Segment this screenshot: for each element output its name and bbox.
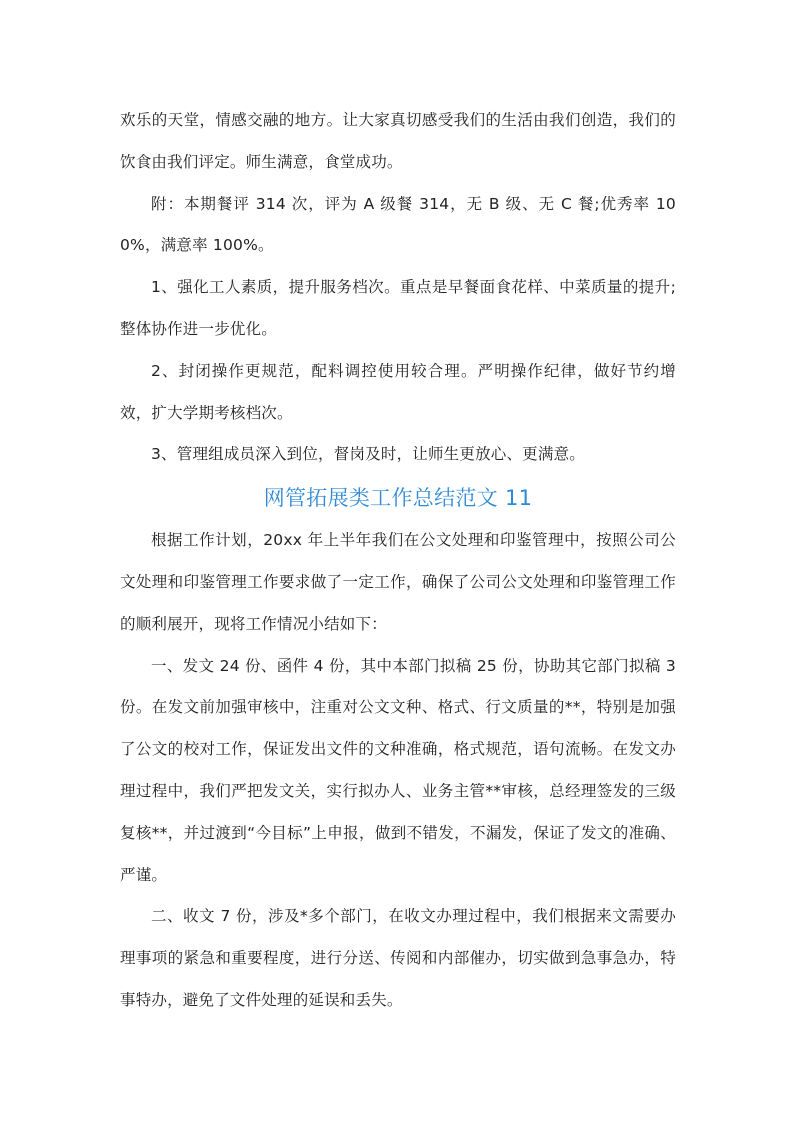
list-item-3: 3、管理组成员深入到位，督岗及时，让师生更放心、更满意。 [151,445,585,464]
point-1-paragraph: 一、发文 24 份、函件 4 份，其中本部门拟稿 25 份，协助其它部门拟稿 3 份。在发文前加强审核中，注重对公文文种、格式、行文质量的**，特别是加强了公文的校对工作，保证发出文件的文种准确，格式规范，语句流畅。在发文办理过程中，我们严把发文关，实行拟办人、业务主管**审核，总经理签发的三级复核**，并过渡到“今目标”上申报，做到不错发，不漏发，保证了发文的准确、严谨。 [120,656,676,884]
document-content [120,100,676,1022]
intro-paragraph: 欢乐的天堂，情感交融的地方。让大家真切感受我们的生活由我们创造，我们的饮食由我们评定。师生满意，食堂成功。 [120,111,676,171]
appendix-paragraph: 附：本期餐评 314 次，评为 A 级餐 314，无 B 级、无 C 餐;优秀率 100%，满意率 100%。 [120,194,676,255]
list-item-1: 1、强化工人素质，提升服务档次。重点是早餐面食花样、中菜质量的提升;整体协作进一步优化。 [120,278,676,338]
summary-intro-paragraph: 根据工作计划，20xx 年上半年我们在公文处理和印鉴管理中，按照公司公文处理和印鉴管理工作要求做了一定工作，确保了公司公文处理和印鉴管理工作的顺利展开，现将工作情况小结如下： [120,531,676,633]
list-item-2: 2、封闭操作更规范，配料调控使用较合理。严明操作纪律，做好节约增效，扩大学期考核档次。 [120,361,676,422]
section-title: 网管拓展类工作总结范文 11 [263,486,533,511]
point-2-paragraph: 二、收文 7 份，涉及*多个部门，在收文办理过程中，我们根据来文需要办理事项的紧急和重要程度，进行分送、传阅和内部催办，切实做到急事急办，特事特办，避免了文件处理的延误和丢失。 [120,907,676,1009]
